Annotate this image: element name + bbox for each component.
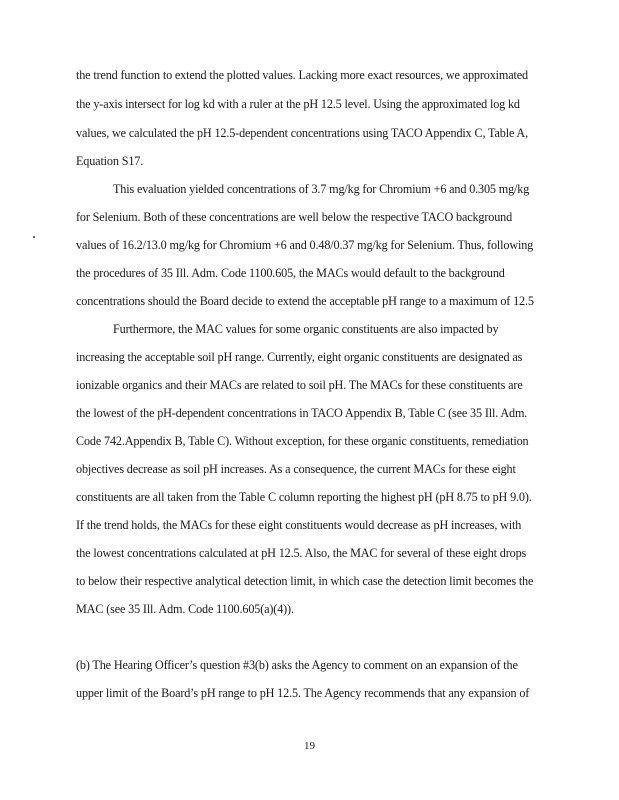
text-line: the y-axis intersect for log kd with a ruler at the pH 12.5 level. Using the approximated log kd xyxy=(76,97,520,111)
text-line: If the trend holds, the MACs for these eight constituents would decrease as pH increases, with xyxy=(76,518,522,532)
text-line: MAC (see 35 Ill. Adm. Code 1100.605(a)(4)). xyxy=(76,602,294,616)
text-line: Equation S17. xyxy=(76,154,144,168)
text-line: increasing the acceptable soil pH range. Currently, eight organic constituents are designated as xyxy=(76,350,523,364)
paragraph-start-line: This evaluation yielded concentrations of 3.7 mg/kg for Chromium +6 and 0.305 mg/kg xyxy=(113,182,530,196)
text-line: objectives decrease as soil pH increases. As a consequence, the current MACs for these eight xyxy=(76,462,516,476)
text-line: the procedures of 35 Ill. Adm. Code 1100.605, the MACs would default to the background xyxy=(76,266,505,280)
scan-speck xyxy=(33,236,35,238)
text-line: Code 742.Appendix B, Table C). Without exception, for these organic constituents, remediation xyxy=(76,434,529,448)
text-line: upper limit of the Board’s pH range to pH 12.5. The Agency recommends that any expansion of xyxy=(76,686,530,700)
text-line: the lowest concentrations calculated at pH 12.5. Also, the MAC for several of these eight drops xyxy=(76,546,527,560)
text-line: concentrations should the Board decide to extend the acceptable pH range to a maximum of 12.5 xyxy=(76,294,534,308)
text-line: values, we calculated the pH 12.5-dependent concentrations using TACO Appendix C, Table A, xyxy=(76,126,528,140)
text-line: ionizable organics and their MACs are related to soil pH. The MACs for these constituents are xyxy=(76,378,523,392)
paragraph-start-line: Furthermore, the MAC values for some organic constituents are also impacted by xyxy=(113,322,499,336)
page-number: 19 xyxy=(304,740,315,752)
text-line: values of 16.2/13.0 mg/kg for Chromium +6 and 0.48/0.37 mg/kg for Selenium. Thus, following xyxy=(76,238,534,252)
text-line: the trend function to extend the plotted values. Lacking more exact resources, we approximated xyxy=(76,68,528,82)
paragraph-start-line: (b) The Hearing Officer’s question #3(b) asks the Agency to comment on an expansion of the xyxy=(76,658,518,672)
text-line: for Selenium. Both of these concentrations are well below the respective TACO background xyxy=(76,210,513,224)
text-line: the lowest of the pH-dependent concentrations in TACO Appendix B, Table C (see 35 Ill. Adm. xyxy=(76,406,528,420)
text-line: constituents are all taken from the Table C column reporting the highest pH (pH 8.75 to pH 9.0). xyxy=(76,490,532,504)
text-line: to below their respective analytical detection limit, in which case the detection limit becomes the xyxy=(76,574,534,588)
